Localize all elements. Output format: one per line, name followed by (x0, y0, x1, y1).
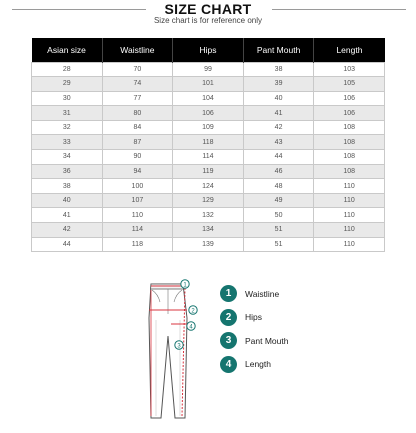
table-row (32, 106, 385, 121)
cell-hips: 118 (173, 135, 244, 150)
cell-hips: 106 (173, 106, 244, 121)
cell-asian-size: 41 (32, 208, 103, 223)
legend-number-badge: 1 (220, 285, 237, 302)
legend-item-length (220, 353, 390, 377)
cell-pant-mouth: 46 (243, 164, 314, 179)
cell-length: 106 (314, 91, 385, 106)
cell-asian-size: 30 (32, 91, 103, 106)
pants-illustration (136, 276, 208, 424)
cell-waistline: 80 (102, 106, 173, 121)
svg-text:1: 1 (183, 282, 187, 289)
cell-asian-size: 42 (32, 223, 103, 238)
cell-asian-size: 34 (32, 150, 103, 165)
cell-length: 106 (314, 106, 385, 121)
cell-pant-mouth: 41 (243, 106, 314, 121)
cell-length: 108 (314, 135, 385, 150)
cell-waistline: 77 (102, 91, 173, 106)
cell-hips: 109 (173, 120, 244, 135)
cell-pant-mouth: 38 (243, 62, 314, 77)
cell-waistline: 107 (102, 193, 173, 208)
cell-length: 110 (314, 193, 385, 208)
table-header-row (32, 38, 385, 62)
table-row (32, 208, 385, 223)
cell-pant-mouth: 50 (243, 208, 314, 223)
svg-text:2: 2 (191, 308, 195, 315)
cell-length: 110 (314, 223, 385, 238)
cell-asian-size: 28 (32, 62, 103, 77)
cell-pant-mouth: 43 (243, 135, 314, 150)
table-row (32, 179, 385, 194)
cell-pant-mouth: 44 (243, 150, 314, 165)
cell-waistline: 100 (102, 179, 173, 194)
size-table (31, 38, 385, 252)
cell-pant-mouth: 48 (243, 179, 314, 194)
cell-length: 103 (314, 62, 385, 77)
size-chart-header (0, 0, 416, 26)
cell-length: 110 (314, 179, 385, 194)
table-row (32, 193, 385, 208)
column-header-hips: Hips (173, 38, 244, 62)
cell-asian-size: 33 (32, 135, 103, 150)
cell-waistline: 118 (102, 237, 173, 252)
table-row (32, 91, 385, 106)
page-title: SIZE CHART (164, 1, 252, 17)
cell-hips: 134 (173, 223, 244, 238)
table-row (32, 164, 385, 179)
cell-asian-size: 36 (32, 164, 103, 179)
cell-pant-mouth: 39 (243, 77, 314, 92)
cell-pant-mouth: 51 (243, 223, 314, 238)
legend-number-badge: 3 (220, 332, 237, 349)
cell-hips: 114 (173, 150, 244, 165)
table-row (32, 62, 385, 77)
column-header-asian-size: Asian size (32, 38, 103, 62)
legend-label: Waistline (245, 288, 280, 299)
table-row (32, 135, 385, 150)
cell-hips: 129 (173, 193, 244, 208)
legend-item-hips (220, 306, 390, 330)
marker-3 (175, 341, 183, 350)
cell-hips: 99 (173, 62, 244, 77)
cell-waistline: 114 (102, 223, 173, 238)
cell-asian-size: 40 (32, 193, 103, 208)
cell-length: 110 (314, 208, 385, 223)
cell-length: 110 (314, 237, 385, 252)
table-row (32, 223, 385, 238)
legend-label: Hips (245, 312, 263, 323)
legend-item-waistline (220, 282, 390, 306)
cell-hips: 101 (173, 77, 244, 92)
cell-length: 105 (314, 77, 385, 92)
cell-hips: 139 (173, 237, 244, 252)
table-row (32, 77, 385, 92)
cell-length: 108 (314, 164, 385, 179)
table-row (32, 150, 385, 165)
pants-diagram (136, 276, 208, 424)
legend-number-badge: 4 (220, 356, 237, 373)
cell-pant-mouth: 49 (243, 193, 314, 208)
cell-hips: 124 (173, 179, 244, 194)
column-header-length: Length (314, 38, 385, 62)
cell-waistline: 110 (102, 208, 173, 223)
cell-hips: 104 (173, 91, 244, 106)
cell-waistline: 74 (102, 77, 173, 92)
svg-text:3: 3 (177, 343, 181, 350)
cell-hips: 119 (173, 164, 244, 179)
cell-pant-mouth: 42 (243, 120, 314, 135)
cell-asian-size: 31 (32, 106, 103, 121)
legend-item-pant-mouth (220, 329, 390, 353)
legend-label: Pant Mouth (245, 335, 289, 346)
measurement-legend (220, 282, 390, 376)
table-row (32, 120, 385, 135)
cell-length: 108 (314, 120, 385, 135)
marker-2 (189, 306, 197, 315)
cell-asian-size: 29 (32, 77, 103, 92)
svg-text:4: 4 (189, 324, 193, 331)
cell-waistline: 90 (102, 150, 173, 165)
legend-number-badge: 2 (220, 309, 237, 326)
cell-waistline: 87 (102, 135, 173, 150)
cell-hips: 132 (173, 208, 244, 223)
cell-waistline: 70 (102, 62, 173, 77)
marker-4 (187, 322, 195, 331)
table-body (32, 62, 385, 252)
cell-asian-size: 44 (32, 237, 103, 252)
cell-pant-mouth: 51 (243, 237, 314, 252)
cell-pant-mouth: 40 (243, 91, 314, 106)
column-header-waistline: Waistline (102, 38, 173, 62)
marker-1 (181, 280, 189, 289)
cell-asian-size: 38 (32, 179, 103, 194)
column-header-pant-mouth: Pant Mouth (243, 38, 314, 62)
cell-waistline: 94 (102, 164, 173, 179)
page-subtitle: Size chart is for reference only (153, 16, 263, 25)
legend-label: Length (245, 359, 271, 370)
cell-length: 108 (314, 150, 385, 165)
cell-asian-size: 32 (32, 120, 103, 135)
cell-waistline: 84 (102, 120, 173, 135)
table-row (32, 237, 385, 252)
